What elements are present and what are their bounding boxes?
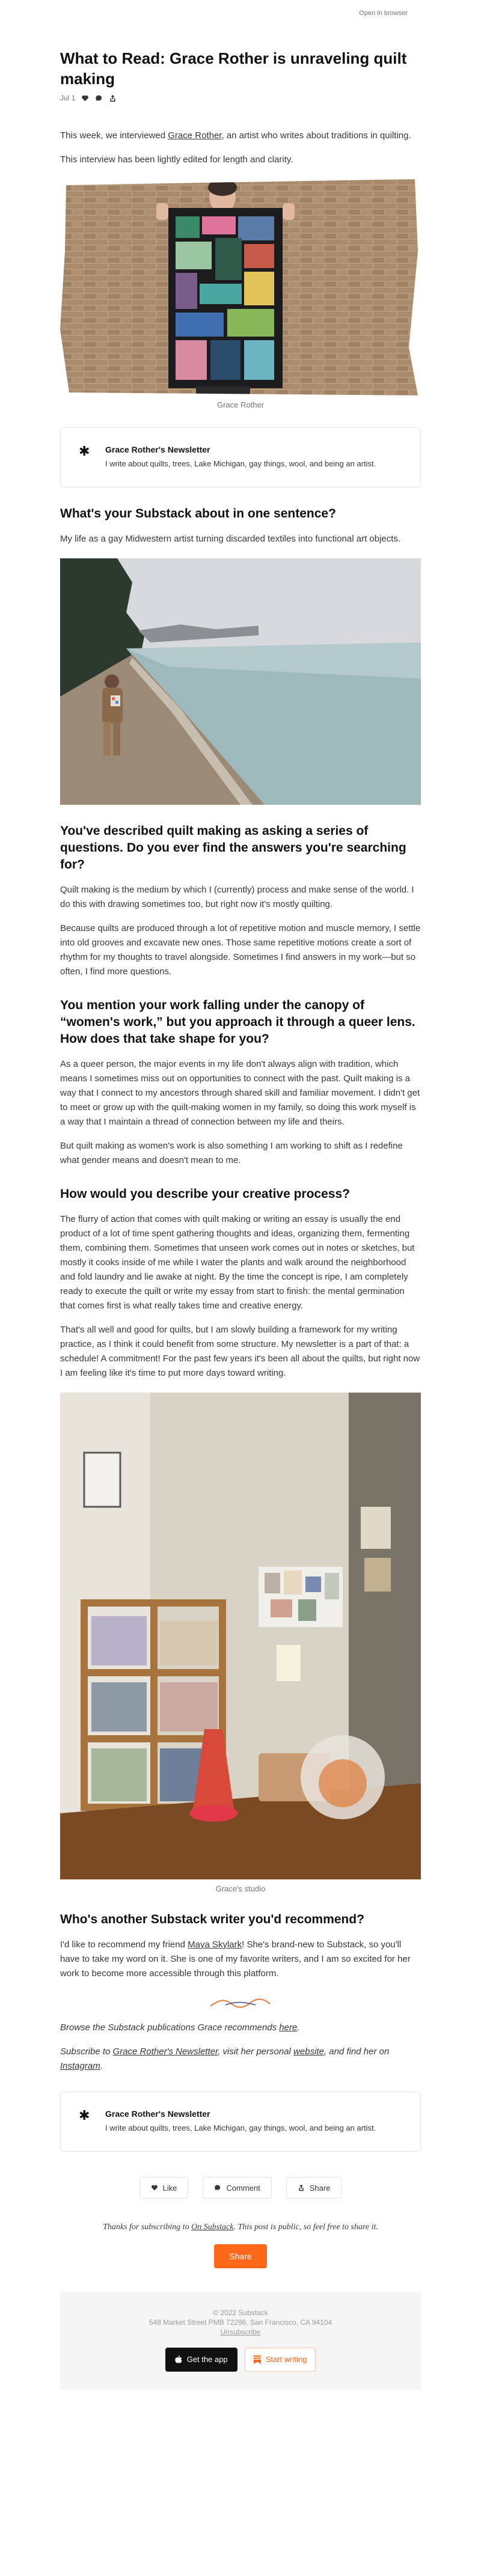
flourish-divider-icon bbox=[207, 1995, 274, 2011]
newsletter-embed-title[interactable]: Grace Rother's Newsletter bbox=[105, 2109, 210, 2119]
website-link[interactable]: website bbox=[293, 2046, 324, 2057]
answer-paragraph: My life as a gay Midwestern artist turning discarded textiles into functional art objects. bbox=[60, 534, 401, 544]
like-label: Like bbox=[162, 2183, 177, 2193]
grace-photo[interactable] bbox=[60, 179, 421, 395]
newsletter-logo-icon: ✱ bbox=[79, 444, 90, 459]
comment-icon bbox=[214, 2184, 221, 2191]
comment-icon[interactable] bbox=[95, 94, 103, 102]
lake-photo[interactable] bbox=[60, 558, 421, 805]
heart-icon[interactable] bbox=[81, 94, 89, 102]
publication-link[interactable]: On Substack bbox=[191, 2223, 234, 2232]
share-button[interactable] bbox=[286, 2177, 342, 2199]
answer-paragraph: But quilt making as women's work is also something I am working to shift as I redefine what gender means and doesn't mean to me. bbox=[60, 1141, 403, 1165]
footer-copyright: © 2022 Substack bbox=[213, 2309, 268, 2317]
comment-label: Comment bbox=[226, 2183, 260, 2193]
question-heading: What's your Substack about in one sentence? bbox=[60, 507, 336, 520]
studio-photo[interactable] bbox=[60, 1393, 421, 1879]
like-button[interactable] bbox=[139, 2177, 189, 2199]
newsletter-embed-title[interactable]: Grace Rother's Newsletter bbox=[105, 445, 210, 454]
newsletter-embed[interactable] bbox=[60, 427, 421, 487]
intro-text-end: , an artist who writes about traditions in quilting. bbox=[221, 130, 411, 141]
bottom-spacer bbox=[0, 2390, 481, 2414]
top-bar bbox=[0, 0, 481, 24]
newsletter-embed-description: I write about quilts, trees, Lake Michigan, gay things, wool, and being an artist. bbox=[105, 459, 376, 468]
subscribe-text-end: . bbox=[100, 2061, 103, 2071]
start-writing-button[interactable] bbox=[245, 2348, 316, 2372]
grace-photo-caption: Grace Rother bbox=[216, 400, 265, 409]
question-heading: Who's another Substack writer you'd recommend? bbox=[60, 1912, 364, 1926]
intro-text: This week, we interviewed bbox=[60, 130, 168, 141]
post-meta bbox=[60, 94, 421, 102]
subscribe-text: , and find her on bbox=[323, 2046, 390, 2057]
get-app-button[interactable] bbox=[165, 2348, 237, 2372]
newsletter-logo-icon: ✱ bbox=[79, 2108, 90, 2123]
subscribe-text: Subscribe to bbox=[60, 2046, 113, 2057]
newsletter-embed[interactable] bbox=[60, 2092, 421, 2152]
start-writing-label: Start writing bbox=[265, 2355, 307, 2364]
question-heading: How would you describe your creative process? bbox=[60, 1187, 350, 1201]
lake-photo-figure bbox=[60, 558, 421, 805]
thanks-message bbox=[60, 2223, 421, 2232]
post-title: What to Read: Grace Rother is unraveling quilt making bbox=[60, 49, 407, 88]
maya-skylark-link[interactable]: Maya Skylark bbox=[188, 1940, 242, 1950]
post-date: Jul 1 bbox=[60, 94, 76, 102]
answer-text: I'd like to recommend my friend bbox=[60, 1940, 188, 1950]
thanks-text: Thanks for subscribing to bbox=[103, 2223, 192, 2232]
answer-text-end: ! She's brand-new to Substack, so you'll have to take my word on it. She is one of my favorite writers, and I am so excited for her work to become more accessible through this platform. bbox=[60, 1940, 411, 1979]
recommendations-link[interactable]: here bbox=[279, 2022, 298, 2033]
studio-photo-figure bbox=[60, 1393, 421, 1893]
browse-text-end: . bbox=[297, 2022, 300, 2033]
comment-button[interactable] bbox=[203, 2177, 271, 2199]
apple-icon bbox=[175, 2355, 182, 2364]
grace-photo-figure bbox=[60, 179, 421, 409]
browse-recommendations bbox=[60, 2021, 421, 2035]
footer bbox=[60, 2292, 421, 2390]
grace-rother-link[interactable]: Grace Rother bbox=[168, 130, 222, 141]
thanks-text-end: . This post is public, so feel free to share it. bbox=[233, 2223, 378, 2232]
answer-paragraph: The flurry of action that comes with quilt making or writing an essay is usually the end product of a lot of time spent gathering thoughts and ideas, organizing them, fermenting them, combining them. Sometimes that unseen work comes out in notes or sketches, but mostly it cooks inside of me while I water the plants and walk around the neighborhood and fold laundry and lie awake at night. By the time the concept is ripe, I am completely ready to execute the quilt or write my essay from start to finish: the mental germination that comes first is what really takes time and creative energy. bbox=[60, 1214, 415, 1311]
edited-note: This interview has been lightly edited for length and clarity. bbox=[60, 154, 293, 165]
newsletter-embed-description: I write about quilts, trees, Lake Michigan, gay things, wool, and being an artist. bbox=[105, 2123, 376, 2132]
get-app-label: Get the app bbox=[186, 2355, 228, 2364]
share-post-button[interactable]: Share bbox=[214, 2244, 267, 2268]
answer-paragraph: Because quilts are produced through a lot of repetitive motion and muscle memory, I settle into old grooves and excavate new ones. Those same repetitive motions create a sort of rhythm for my thoughts to travel alongside. Sometimes I find answers in my work—but so often, I find more questions. bbox=[60, 923, 421, 977]
open-in-browser-link[interactable]: Open in browser bbox=[359, 10, 408, 17]
footer-buttons bbox=[60, 2348, 421, 2372]
newsletter-link[interactable]: Grace Rother's Newsletter bbox=[112, 2046, 218, 2057]
subscribe-links bbox=[60, 2045, 421, 2074]
share-icon[interactable] bbox=[109, 94, 117, 102]
heart-icon bbox=[151, 2184, 158, 2191]
answer-paragraph bbox=[60, 1938, 421, 1981]
question-heading: You've described quilt making as asking a series of questions. Do you ever find the answers you're searching for? bbox=[60, 824, 406, 871]
footer-address: 548 Market Street PMB 72296, San Francisco, CA 94104 bbox=[149, 2318, 332, 2327]
post-content bbox=[60, 48, 421, 2268]
subscribe-text: , visit her personal bbox=[218, 2046, 294, 2057]
intro-paragraph bbox=[60, 129, 421, 143]
answer-paragraph: Quilt making is the medium by which I (currently) process and make sense of the world. I do this with drawing sometimes too, but right now it's mostly quilting. bbox=[60, 885, 414, 909]
answer-paragraph: That's all well and good for quilts, but I am slowly building a framework for my writing practice, as I think it could benefit from some structure. My newsletter is a part of that: a schedule! A commitment! For the past few years it's been all about the quilts, but right now I am feeling like it's time to put more days toward writing. bbox=[60, 1325, 420, 1378]
share-label: Share bbox=[309, 2183, 331, 2193]
studio-photo-caption: Grace's studio bbox=[215, 1884, 266, 1893]
post-actions bbox=[60, 2177, 421, 2199]
share-icon bbox=[298, 2184, 305, 2191]
substack-logo-icon bbox=[254, 2355, 261, 2364]
browse-text: Browse the Substack publications Grace recommends bbox=[60, 2022, 280, 2033]
unsubscribe-link[interactable]: Unsubscribe bbox=[220, 2328, 261, 2336]
question-heading: You mention your work falling under the canopy of “women's work,” but you approach it through a queer lens. How does that take shape for you? bbox=[60, 998, 415, 1046]
answer-paragraph: As a queer person, the major events in my life don't always align with tradition, which means I sometimes miss out on opportunities to connect with the past. Quilt making is a way that I connect to my ancestors through shared skill and familiar movement. I didn't get to meet or grow up with the quilt-making women in my family, so doing this work myself is a way that I maintain a thread of connection between my life and theirs. bbox=[60, 1059, 420, 1127]
instagram-link[interactable]: Instagram bbox=[60, 2061, 100, 2071]
